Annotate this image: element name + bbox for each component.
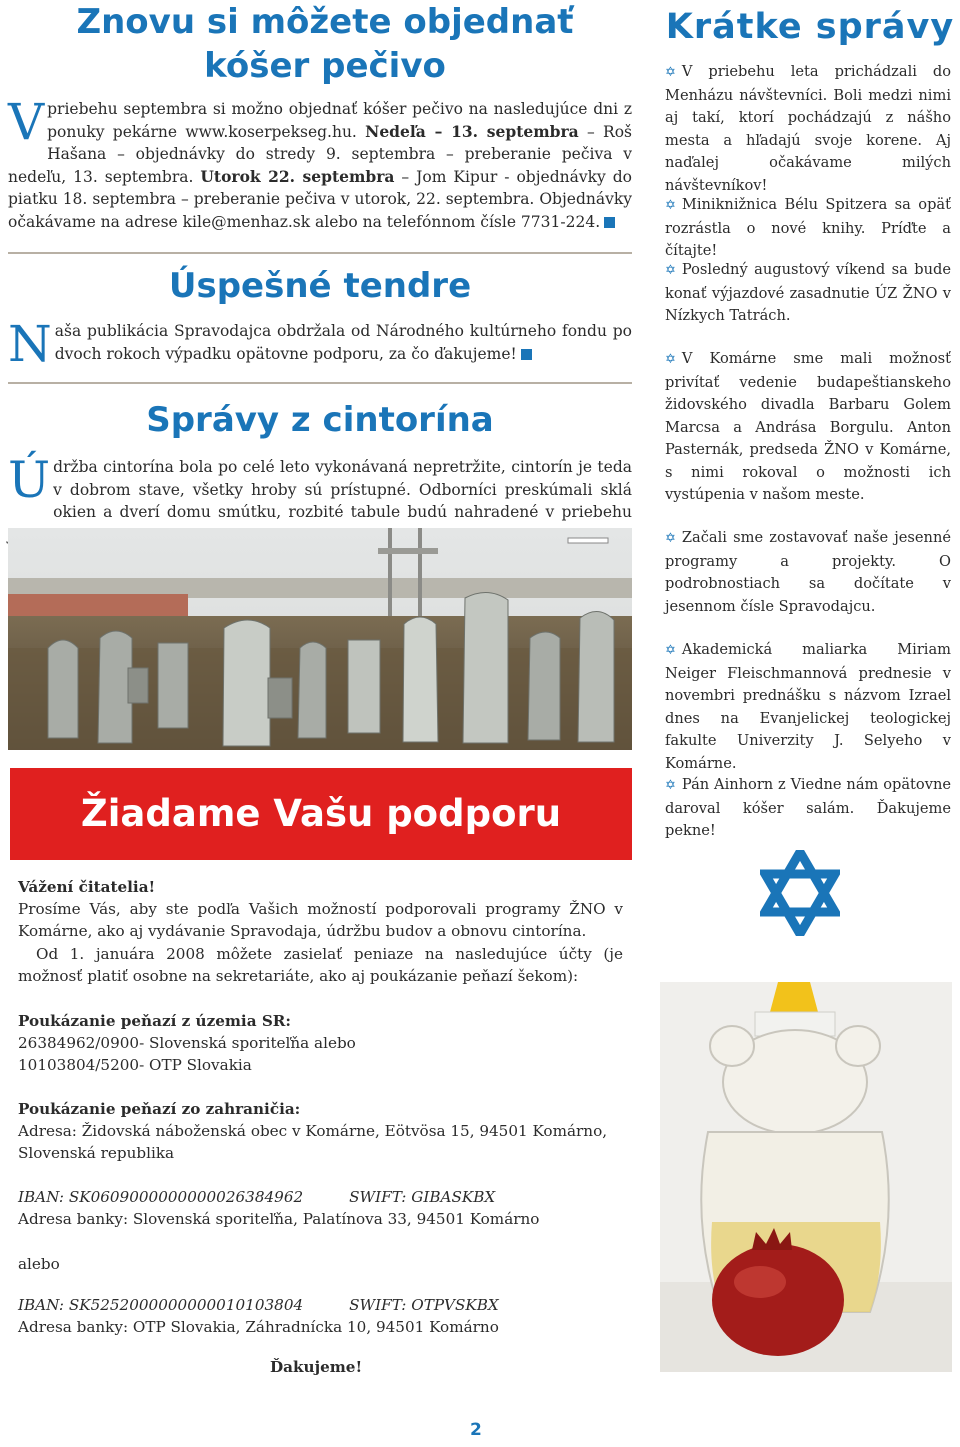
news-text: Pán Ainhorn z Viedne nám opätovne daroval kóšer salám. Ďakujeme pekne! bbox=[665, 776, 951, 839]
news-item bbox=[665, 259, 951, 328]
article-title-tenders: Úspešné tendre bbox=[168, 266, 472, 306]
article-body-tenders bbox=[8, 315, 632, 373]
text-part: aša publikácia Spravodajca obdržala od Národného kultúrneho fondu po dvoch rokoch výpadku opätovne podporu, za čo ďakujeme! bbox=[54, 322, 632, 363]
or-text: alebo bbox=[18, 1255, 60, 1273]
iban-line-2 bbox=[18, 1294, 623, 1316]
drop-cap: V bbox=[8, 93, 45, 151]
news-text: V Komárne sme mali možnosť privítať vedenie budapeštianskeho židovského divadla Barbaru Golem Marcsa a Andrása Borgulu. Anton Pasternák, predseda ŽNO v Komárne, s nimi rokoval o možnosti ich vystúpenia v našom meste. bbox=[665, 350, 951, 503]
news-text: Akademická maliarka Miriam Neiger Fleischmannová prednesie v novembri prednášku s názvom Izrael dnes na Evanjelickej teologickej fakulte Univerzity J. Selyeho v Komárne. bbox=[665, 641, 951, 772]
news-text: Posledný augustový víkend sa bude konať výjazdové zasadnutie ÚZ ŽNO v Nízkych Tatrách. bbox=[665, 261, 951, 324]
article-title-kosher bbox=[10, 0, 640, 88]
swift-1: SWIFT: GIBASKBX bbox=[349, 1188, 496, 1206]
sr-transfer bbox=[18, 1010, 623, 1077]
greeting-text: Vážení čitatelia! bbox=[18, 878, 156, 896]
bank-address-2: Adresa banky: OTP Slovakia, Záhradnícka 10, 94501 Komárno bbox=[18, 1318, 499, 1337]
star-of-david-icon: ✡ bbox=[665, 352, 676, 367]
support-body bbox=[18, 876, 623, 987]
sr-heading bbox=[18, 1010, 623, 1032]
text-part: priebehu septembra si možno objednať kóšer pečivo na nasledujúce dni z ponuky pekárne www.koserpekseg.hu. bbox=[47, 100, 632, 141]
title-line-2: kóšer pečivo bbox=[204, 46, 446, 86]
article-paragraph bbox=[8, 93, 633, 233]
news-text: Miniknižnica Bélu Spitzera sa opäť rozrástla o nové knihy. Príďte a čítajte! bbox=[665, 196, 951, 259]
date-highlight: Nedeľa – 13. septembra bbox=[365, 121, 579, 141]
bank-address-1: Adresa banky: Slovenská sporiteľňa, Palatínova 33, 94501 Komárno bbox=[18, 1210, 540, 1229]
abroad-address: Adresa: Židovská náboženská obec v Komárne, Eötvösa 15, 94501 Komárno, Slovenská republika bbox=[18, 1122, 608, 1163]
support-greeting bbox=[18, 876, 623, 898]
thanks-text: Ďakujeme! bbox=[270, 1358, 363, 1376]
star-of-david-icon: ✡ bbox=[665, 531, 676, 546]
abroad-heading-text: Poukázanie peňazí zo zahraničia: bbox=[18, 1100, 301, 1118]
text-part: – Roš Hašana – objednávky do stredy 9. septembra – preberanie pečiva v nedeľu, 13. septembra. bbox=[8, 122, 633, 186]
square-end-mark-icon bbox=[604, 217, 615, 228]
abroad-transfer bbox=[18, 1098, 623, 1165]
page-number: 2 bbox=[470, 1420, 482, 1440]
sr-account-1: 26384962/0900- Slovenská sporiteľňa alebo bbox=[18, 1034, 356, 1053]
honey-pomegranate-photo bbox=[660, 982, 952, 1372]
sidebar-title: Krátke správy bbox=[665, 7, 955, 47]
support-banner bbox=[10, 768, 632, 860]
support-paragraph-2: Od 1. januára 2008 môžete zasielať peniaze na nasledujúce účty (je možnosť platiť osobne na sekretariáte, ako aj poukázanie peňazí šekom): bbox=[18, 944, 623, 985]
news-item bbox=[665, 639, 951, 775]
article-title-cemetery: Správy z cintorína bbox=[146, 400, 494, 440]
drop-cap: N bbox=[8, 315, 52, 373]
star-of-david-icon bbox=[760, 850, 840, 936]
text-part: – Jom Kipur - objednávky do piatku 18. septembra – preberanie pečiva v utorok, 22. septembra. Objednávky očakávame na adrese kile@menhaz.sk alebo na telefónnom čísle 7731-224. bbox=[8, 167, 632, 231]
news-text: Začali sme zostavovať naše jesenné programy a projekty. O podrobnostiach sa dočítate v jesennom čísle Spravodajcu. bbox=[665, 529, 951, 615]
star-of-david-icon: ✡ bbox=[665, 65, 676, 80]
iban-1: IBAN: SK0609000000000026384962 bbox=[18, 1188, 304, 1206]
sr-heading-text: Poukázanie peňazí z územia SR: bbox=[18, 1012, 292, 1030]
bank-block-2 bbox=[18, 1294, 623, 1338]
iban-line-1 bbox=[18, 1186, 623, 1208]
sr-account-2: 10103804/5200- OTP Slovakia bbox=[18, 1056, 252, 1075]
title-line-1: Znovu si môžete objednať bbox=[76, 2, 574, 42]
bank-block-1 bbox=[18, 1186, 623, 1230]
news-item bbox=[665, 527, 951, 618]
cemetery-photo bbox=[8, 528, 632, 750]
star-of-david-icon: ✡ bbox=[665, 643, 676, 658]
star-of-david-icon: ✡ bbox=[665, 263, 676, 278]
news-text: V priebehu leta prichádzali do Menházu návštevníci. Boli medzi nimi aj takí, ktorí pochádzajú z nášho mesta a hľadajú svoje korene. Aj naďalej očakávame milých návštevníkov! bbox=[665, 63, 951, 194]
news-item bbox=[665, 774, 951, 843]
abroad-heading bbox=[18, 1098, 623, 1120]
news-item bbox=[665, 348, 951, 507]
star-of-david-icon: ✡ bbox=[665, 198, 676, 213]
article-paragraph bbox=[8, 315, 632, 373]
square-end-mark-icon bbox=[521, 349, 532, 360]
date-highlight: Utorok 22. septembra bbox=[200, 166, 395, 186]
text-part: držba cintorína bola po celé leto vykonávaná nepretržite, cintorín je teda v dobrom stave, všetky hroby sú prístupné. Odborníci preskúmali sklá okien a dverí domu smútku, rozbité tabule budú nahradené v priebehu bbox=[53, 458, 632, 521]
divider bbox=[8, 382, 632, 384]
news-item bbox=[665, 194, 951, 263]
news-item bbox=[665, 61, 951, 197]
divider bbox=[8, 252, 632, 254]
swift-2: SWIFT: OTPVSKBX bbox=[349, 1296, 499, 1314]
support-banner-title: Žiadame Vašu podporu bbox=[80, 792, 562, 835]
star-of-david-icon: ✡ bbox=[665, 778, 676, 793]
support-paragraph-1: Prosíme Vás, aby ste podľa Vašich možností podporovali programy ŽNO v Komárne, ako aj vydávanie Spravodaja, údržbu budov a obnovu cintorína. bbox=[18, 900, 623, 941]
iban-2: IBAN: SK5252000000000010103804 bbox=[18, 1296, 304, 1314]
article-body-kosher bbox=[8, 93, 633, 233]
drop-cap: Ú bbox=[8, 451, 51, 509]
